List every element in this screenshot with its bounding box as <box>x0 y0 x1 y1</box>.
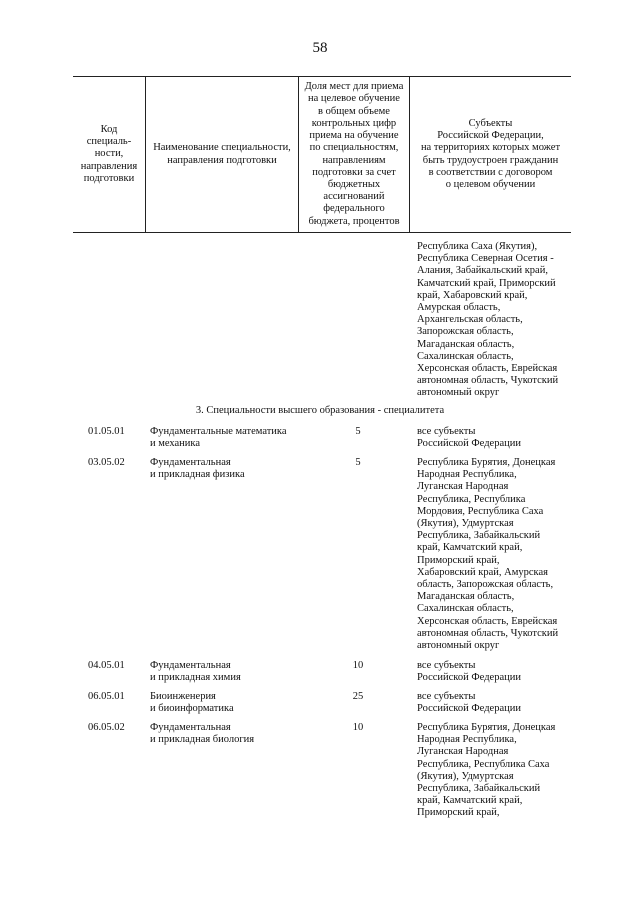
row-subjects: все субъекты Российской Федерации <box>417 660 521 684</box>
row-code: 04.05.01 <box>88 660 125 671</box>
row-share: 25 <box>352 691 364 702</box>
header-name: Наименование специальности, направления подготовки <box>145 77 298 232</box>
row-share: 10 <box>352 660 364 671</box>
row-code: 01.05.01 <box>88 426 125 437</box>
row-share: 10 <box>352 722 364 733</box>
row-name: Фундаментальная и прикладная физика <box>150 457 245 481</box>
row-name: Фундаментальная и прикладная биология <box>150 722 255 746</box>
row-subjects: Республика Бурятия, Донецкая Народная Республика, Луганская Народная Республика, Республика Мордовия, Республика Саха (Якутия), Удмуртская Республика, Забайкальский край, Камчатский край, Приморский край, Хабаровский край, Амурская область, Запорожская область, Магаданская область, Сахалинская область, Херсонская область, Еврейская автономная область, Чукотский автономный округ <box>417 457 559 652</box>
header-subjects: Субъекты Российской Федерации, на территориях которых может быть трудоустроен гражданин в соответствии с договором о целевом обучении <box>409 77 571 232</box>
section-title: 3. Специальности высшего образования - специалитета <box>195 405 445 416</box>
row-name: Биоинженерия и биоинформатика <box>150 691 234 715</box>
row-name: Фундаментальная и прикладная химия <box>150 660 241 684</box>
row-code: 06.05.02 <box>88 722 125 733</box>
row-subjects: Республика Бурятия, Донецкая Народная Республика, Луганская Народная Республика, Республика Саха (Якутия), Удмуртская Республика, Забайкальский край, Камчатский край, Приморский край, <box>417 722 556 819</box>
continuation-subjects: Республика Саха (Якутия), Республика Северная Осетия - Алания, Забайкальский край, Камчатский край, Приморский край, Хабаровский край, Амурская область, Архангельская область, Запорожская область, Магаданская область, Сахалинская область, Херсонская область, Еврейская автономная область, Чукотский автономный округ <box>417 241 559 399</box>
row-subjects: все субъекты Российской Федерации <box>417 691 521 715</box>
row-share: 5 <box>355 426 361 437</box>
header-code: Код специаль- ности, направления подготовки <box>80 123 138 184</box>
header-share: Доля мест для приема на целевое обучение в общем объеме контрольных цифр приема на обучение по специальностям, направлениям подготовки за счет бюджетных ассигнований федерального бюджета, процентов <box>298 77 409 232</box>
row-share: 5 <box>355 457 361 468</box>
table-header <box>73 76 571 233</box>
row-subjects: все субъекты Российской Федерации <box>417 426 521 450</box>
page-number: 58 <box>312 40 328 56</box>
row-name: Фундаментальные математика и механика <box>150 426 287 450</box>
row-code: 06.05.01 <box>88 691 125 702</box>
row-code: 03.05.02 <box>88 457 125 468</box>
